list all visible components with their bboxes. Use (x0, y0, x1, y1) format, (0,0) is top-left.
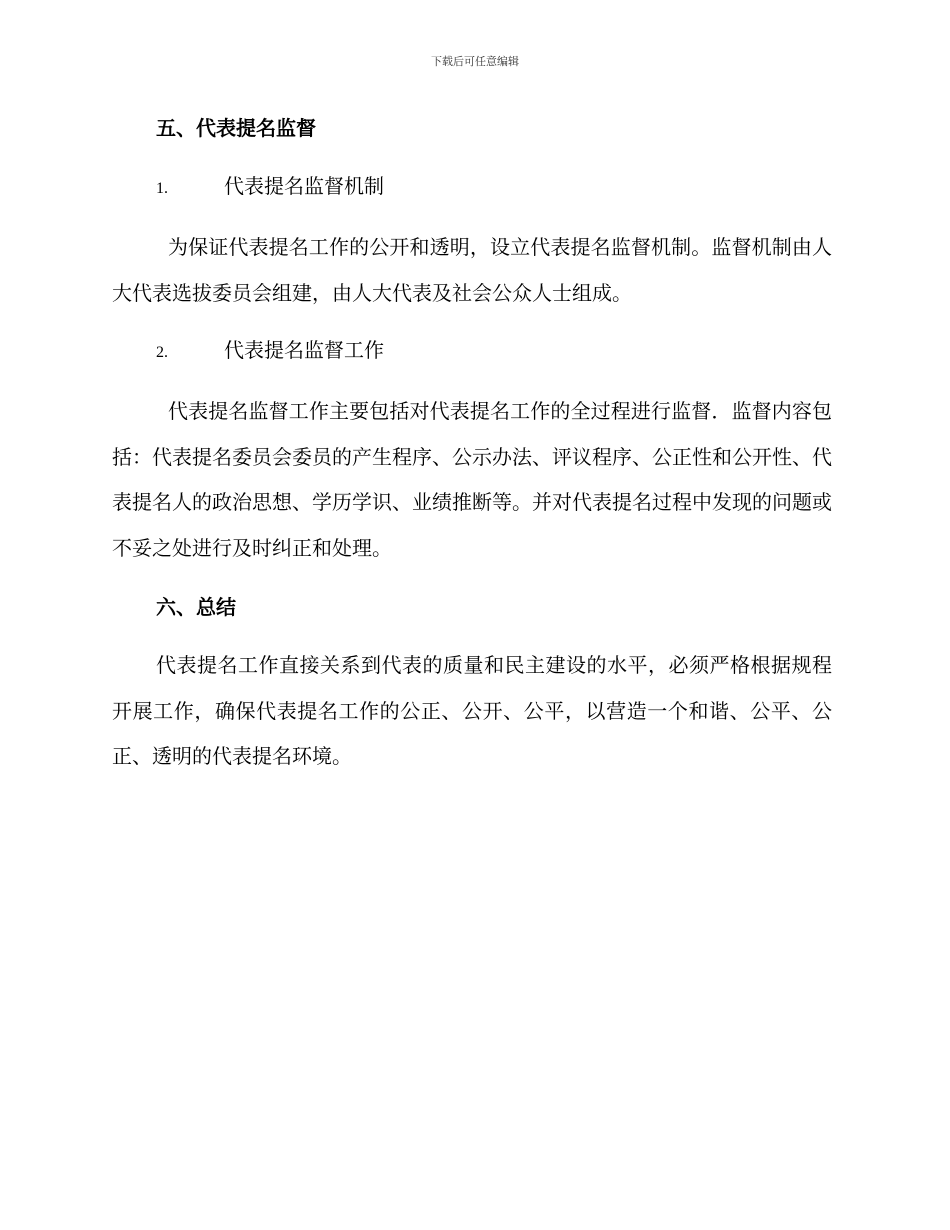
subsection-2-title: 代表提名监督工作 (224, 338, 384, 362)
page-header: 下载后可任意编辑 (431, 55, 519, 68)
subsection-1 (112, 170, 832, 205)
document-body (112, 112, 832, 780)
section-heading-6: 六、总结 (156, 595, 236, 619)
subsection-2-paragraph: 代表提名监督工作主要包括对代表提名工作的全过程进行监督．监督内容包括：代表提名委员会委员的产生程序、公示办法、评议程序、公正性和公开性、代表提名人的政治思想、学历学识、业绩推断等。并对代表提名过程中发现的问题或不妥之处进行及时纠正和处理。 (112, 399, 832, 560)
subsection-2 (112, 334, 832, 369)
subsection-1-paragraph: 为保证代表提名工作的公开和透明，设立代表提名监督机制。监督机制由人大代表选拔委员会组建，由人大代表及社会公众人士组成。 (112, 235, 832, 305)
subsection-1-title: 代表提名监督机制 (224, 174, 384, 198)
subsection-2-number: 2. (156, 344, 168, 361)
subsection-1-number: 1. (156, 180, 168, 197)
summary-paragraph: 代表提名工作直接关系到代表的质量和民主建设的水平，必须严格根据规程开展工作，确保代表提名工作的公正、公开、公平，以营造一个和谐、公平、公正、透明的代表提名环境。 (112, 653, 832, 768)
section-heading-5: 五、代表提名监督 (156, 116, 316, 140)
